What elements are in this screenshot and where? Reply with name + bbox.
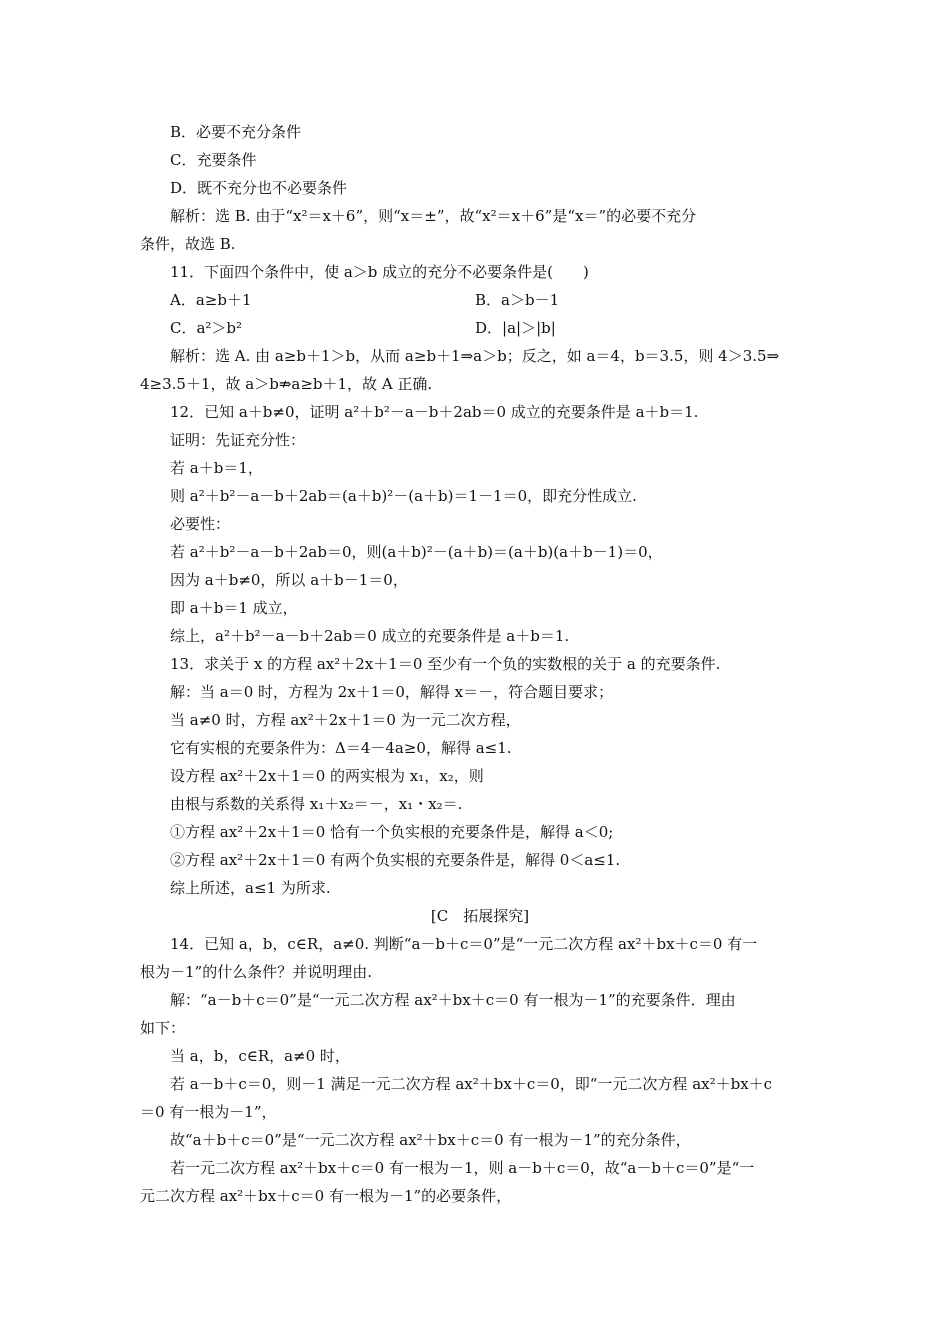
solution-14-line-2: 如下：	[140, 1019, 186, 1037]
solution-14-line-3: 当 a，b，c∈R，a≠0 时，	[170, 1047, 350, 1065]
question-11-option-a: A．a≥b＋1	[170, 291, 252, 309]
question-14-line-1: 14．已知 a，b，c∈R，a≠0. 判断“a－b＋c＝0”是“一元二次方程 ax²＋bx＋c＝0 有一	[170, 935, 758, 953]
proof-12-line-4: 必要性：	[170, 515, 231, 533]
option-c: C．充要条件	[170, 151, 257, 169]
solution-13-line-6: ①方程 ax²＋2x＋1＝0 恰有一个负实根的充要条件是，解得 a＜0;	[170, 823, 614, 841]
question-14-line-2: 根为－1”的什么条件？并说明理由.	[140, 963, 372, 981]
solution-14-line-8: 元二次方程 ax²＋bx＋c＝0 有一根为－1”的必要条件，	[140, 1187, 512, 1205]
proof-12-line-6: 因为 a＋b≠0，所以 a＋b－1＝0，	[170, 571, 408, 589]
proof-12-line-2: 若 a＋b＝1，	[170, 459, 263, 477]
solution-14-line-7: 若一元二次方程 ax²＋bx＋c＝0 有一根为－1，则 a－b＋c＝0，故“a－b＋c＝0”是“一	[170, 1159, 755, 1177]
solution-14-line-5: ＝0 有一根为－1”，	[140, 1103, 277, 1121]
section-heading-c: [C 拓展探究]	[430, 907, 530, 925]
proof-12-line-1: 证明：先证充分性：	[170, 431, 306, 449]
solution-13-line-1: 解：当 a＝0 时，方程为 2x＋1＝0，解得 x＝－，符合题目要求；	[170, 683, 614, 701]
question-11: 11．下面四个条件中，使 a＞b 成立的充分不必要条件是( )	[170, 263, 589, 281]
solution-13-line-8: 综上所述，a≤1 为所求.	[170, 879, 331, 897]
answer-11-line-1: 解析：选 A. 由 a≥b＋1＞b，从而 a≥b＋1⇒a＞b；反之，如 a＝4，b＝3.5，则 4＞3.5⇒	[170, 347, 780, 365]
option-d: D．既不充分也不必要条件	[170, 179, 348, 197]
solution-13-line-4: 设方程 ax²＋2x＋1＝0 的两实根为 x₁，x₂，则	[170, 767, 484, 785]
solution-14-line-6: 故“a＋b＋c＝0”是“一元二次方程 ax²＋bx＋c＝0 有一根为－1”的充分条件，	[170, 1131, 691, 1149]
solution-13-line-2: 当 a≠0 时，方程 ax²＋2x＋1＝0 为一元二次方程，	[170, 711, 521, 729]
question-12: 12．已知 a＋b≠0，证明 a²＋b²－a－b＋2ab＝0 成立的充要条件是 a＋b＝1.	[170, 403, 699, 421]
solution-14-line-1: 解：“a－b＋c＝0”是“一元二次方程 ax²＋bx＋c＝0 有一根为－1”的充要条件．理由	[170, 991, 736, 1009]
proof-12-line-5: 若 a²＋b²－a－b＋2ab＝0，则(a＋b)²－(a＋b)＝(a＋b)(a＋b－1)＝0，	[170, 543, 663, 561]
question-11-option-b: B．a＞b－1	[475, 291, 560, 309]
question-13: 13．求关于 x 的方程 ax²＋2x＋1＝0 至少有一个负的实数根的关于 a 的充要条件.	[170, 655, 721, 673]
solution-13-line-5: 由根与系数的关系得 x₁＋x₂＝－，x₁・x₂＝.	[170, 795, 463, 813]
option-b: B．必要不充分条件	[170, 123, 302, 141]
proof-12-line-3: 则 a²＋b²－a－b＋2ab＝(a＋b)²－(a＋b)＝1－1＝0，即充分性成立.	[170, 487, 637, 505]
answer-11-line-2: 4≥3.5＋1，故 a＞b⇏a≥b＋1，故 A 正确.	[140, 375, 433, 393]
question-11-option-c: C．a²＞b²	[170, 319, 243, 337]
proof-12-line-8: 综上，a²＋b²－a－b＋2ab＝0 成立的充要条件是 a＋b＝1.	[170, 627, 570, 645]
answer-10-line-1: 解析：选 B. 由于“x²＝x＋6”，则“x＝±”，故“x²＝x＋6”是“x＝”的必要不充分	[170, 207, 697, 225]
proof-12-line-7: 即 a＋b＝1 成立，	[170, 599, 298, 617]
question-11-option-d: D．|a|＞|b|	[475, 319, 556, 337]
solution-14-line-4: 若 a－b＋c＝0，则－1 满足一元二次方程 ax²＋bx＋c＝0，即“一元二次方程 ax²＋bx＋c	[170, 1075, 773, 1093]
solution-13-line-7: ②方程 ax²＋2x＋1＝0 有两个负实根的充要条件是，解得 0＜a≤1.	[170, 851, 621, 869]
solution-13-line-3: 它有实根的充要条件为：Δ＝4－4a≥0，解得 a≤1.	[170, 739, 512, 757]
answer-10-line-2: 条件，故选 B.	[140, 235, 236, 253]
